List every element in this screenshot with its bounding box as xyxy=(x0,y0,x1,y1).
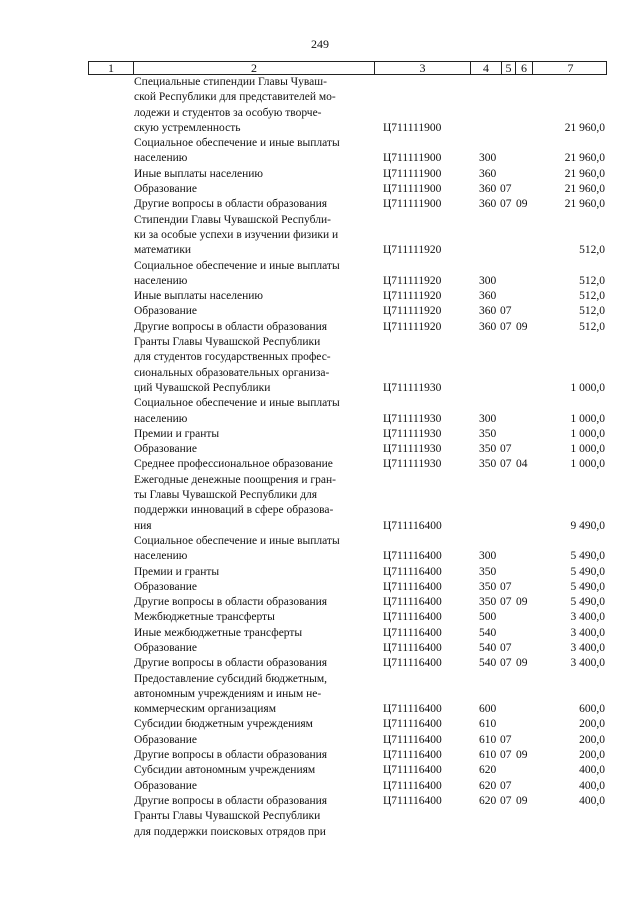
row-code: Ц711111930 xyxy=(383,443,442,456)
table-row xyxy=(88,197,607,212)
row-name xyxy=(132,427,373,442)
row-section: 07 xyxy=(500,779,512,792)
row-amount: 5 490,0 xyxy=(570,550,605,563)
row-code: Ц711116400 xyxy=(383,764,442,777)
row-subsection: 09 xyxy=(516,794,528,807)
row-code: Ц711111920 xyxy=(383,290,442,303)
row-name xyxy=(132,473,373,534)
row-code: Ц711111900 xyxy=(383,152,442,165)
row-amount: 9 490,0 xyxy=(570,519,605,532)
table-row xyxy=(88,167,607,182)
row-name xyxy=(132,136,373,167)
row-amount: 400,0 xyxy=(579,764,605,777)
row-subsection: 09 xyxy=(516,320,528,333)
row-name-line: Премии и гранты xyxy=(134,427,220,440)
row-name-line: Социальное обеспечение и иные выплаты xyxy=(134,397,340,410)
table-row xyxy=(88,641,607,656)
row-section: 07 xyxy=(500,458,512,471)
row-code: Ц711116400 xyxy=(383,580,442,593)
row-name xyxy=(132,733,373,748)
row-code: Ц711116400 xyxy=(383,794,442,807)
row-name-line: Образование xyxy=(134,733,198,746)
row-amount: 21 960,0 xyxy=(564,183,605,196)
row-code: Ц711111920 xyxy=(383,305,442,318)
table-row xyxy=(88,304,607,319)
row-name-line: Образование xyxy=(134,305,198,318)
row-amount: 512,0 xyxy=(579,274,605,287)
row-amount: 400,0 xyxy=(579,779,605,792)
row-name-line: сиональных образовательных организа- xyxy=(134,366,330,379)
row-name xyxy=(132,763,373,778)
row-name xyxy=(132,534,373,565)
table-body xyxy=(88,75,607,840)
header-col-5: 5 xyxy=(501,62,515,75)
row-code: Ц711116400 xyxy=(383,749,442,762)
table-row xyxy=(88,610,607,625)
row-name-line: Среднее профессиональное образование xyxy=(134,458,333,471)
row-name xyxy=(132,335,373,396)
row-name xyxy=(132,595,373,610)
row-name-line: населению xyxy=(134,550,188,563)
row-name xyxy=(132,197,373,212)
row-name xyxy=(132,396,373,427)
row-name-line: коммерческим организациям xyxy=(134,703,276,716)
row-name-line: Субсидии бюджетным учреждениям xyxy=(134,718,313,731)
row-amount: 400,0 xyxy=(579,794,605,807)
row-section: 07 xyxy=(500,641,512,654)
row-subsection: 09 xyxy=(516,198,528,211)
row-amount: 200,0 xyxy=(579,718,605,731)
row-name-line: Другие вопросы в области образования xyxy=(134,596,328,609)
row-code: Ц711116400 xyxy=(383,596,442,609)
row-expense-type: 350 xyxy=(479,443,497,456)
row-expense-type: 620 xyxy=(479,764,497,777)
table-row xyxy=(88,427,607,442)
row-name xyxy=(132,167,373,182)
header-col-4: 4 xyxy=(470,62,501,75)
row-name-line: населению xyxy=(134,412,188,425)
row-code: Ц711111900 xyxy=(383,167,442,180)
row-name-line: лодежи и студентов за особую творче- xyxy=(134,106,322,119)
row-amount: 3 400,0 xyxy=(570,626,605,639)
row-name xyxy=(132,779,373,794)
row-subsection: 09 xyxy=(516,749,528,762)
table-row xyxy=(88,672,607,718)
row-amount: 1 000,0 xyxy=(570,443,605,456)
row-code: Ц711111920 xyxy=(383,320,442,333)
row-name xyxy=(132,457,373,472)
row-name xyxy=(132,75,373,136)
table-row xyxy=(88,748,607,763)
table-row xyxy=(88,335,607,396)
row-code: Ц711111930 xyxy=(383,412,442,425)
row-expense-type: 500 xyxy=(479,611,497,624)
row-code: Ц711116400 xyxy=(383,611,442,624)
row-code: Ц711116400 xyxy=(383,657,442,670)
row-name xyxy=(132,610,373,625)
table-row xyxy=(88,717,607,732)
row-name-line: Специальные стипендии Главы Чуваш- xyxy=(134,76,327,88)
row-code: Ц711111900 xyxy=(383,198,442,211)
row-name xyxy=(132,672,373,718)
page-number: 249 xyxy=(311,37,329,51)
row-expense-type: 540 xyxy=(479,626,497,639)
row-name-line: Предоставление субсидий бюджетным, xyxy=(134,672,328,685)
row-name-line: Стипендии Главы Чувашской Республи- xyxy=(134,213,331,226)
table-row xyxy=(88,580,607,595)
row-name xyxy=(132,259,373,290)
row-expense-type: 300 xyxy=(479,412,497,425)
row-amount: 3 400,0 xyxy=(570,611,605,624)
table-row xyxy=(88,794,607,809)
row-name-line: Другие вопросы в области образования xyxy=(134,749,328,762)
row-name xyxy=(132,794,373,809)
row-amount: 512,0 xyxy=(579,290,605,303)
row-expense-type: 350 xyxy=(479,580,497,593)
row-name xyxy=(132,580,373,595)
row-amount: 600,0 xyxy=(579,703,605,716)
row-code: Ц711116400 xyxy=(383,626,442,639)
row-name-line: Другие вопросы в области образования xyxy=(134,794,328,807)
table-row xyxy=(88,809,607,840)
row-name-line: Образование xyxy=(134,641,198,654)
row-amount: 21 960,0 xyxy=(564,121,605,134)
row-expense-type: 350 xyxy=(479,596,497,609)
row-name xyxy=(132,641,373,656)
row-name-line: Иные выплаты населению xyxy=(134,167,263,180)
table-row xyxy=(88,396,607,427)
row-name xyxy=(132,748,373,763)
row-name xyxy=(132,320,373,335)
header-col-2: 2 xyxy=(133,62,374,75)
row-section: 07 xyxy=(500,596,512,609)
row-name-line: Гранты Главы Чувашской Республики xyxy=(134,336,321,349)
row-amount: 1 000,0 xyxy=(570,427,605,440)
table-row xyxy=(88,259,607,290)
row-expense-type: 540 xyxy=(479,657,497,670)
row-section: 07 xyxy=(500,305,512,318)
row-expense-type: 610 xyxy=(479,718,497,731)
table-row xyxy=(88,289,607,304)
row-amount: 512,0 xyxy=(579,320,605,333)
row-name-line: Образование xyxy=(134,779,198,792)
row-subsection: 09 xyxy=(516,596,528,609)
row-amount: 5 490,0 xyxy=(570,596,605,609)
table-row xyxy=(88,182,607,197)
row-name-line: Премии и гранты xyxy=(134,565,220,578)
row-expense-type: 300 xyxy=(479,152,497,165)
row-code: Ц711111930 xyxy=(383,458,442,471)
row-section: 07 xyxy=(500,580,512,593)
header-col-1: 1 xyxy=(108,61,114,75)
table-row xyxy=(88,534,607,565)
row-name xyxy=(132,289,373,304)
row-expense-type: 610 xyxy=(479,749,497,762)
row-name-line: Социальное обеспечение и иные выплаты xyxy=(134,259,340,272)
row-name-line: автономным учреждениям и иным не- xyxy=(134,687,322,700)
row-name-line: ты Главы Чувашской Республики для xyxy=(134,489,318,502)
row-section: 07 xyxy=(500,320,512,333)
row-code: Ц711116400 xyxy=(383,703,442,716)
row-name-line: ки за особые успехи в изучении физики и xyxy=(134,228,339,241)
table-row xyxy=(88,656,607,671)
row-expense-type: 300 xyxy=(479,550,497,563)
row-name xyxy=(132,717,373,732)
table-row xyxy=(88,733,607,748)
row-name-line: Образование xyxy=(134,580,198,593)
row-amount: 21 960,0 xyxy=(564,167,605,180)
row-expense-type: 620 xyxy=(479,779,497,792)
row-code: Ц711111900 xyxy=(383,183,442,196)
budget-table xyxy=(88,61,607,840)
row-code: Ц711111930 xyxy=(383,427,442,440)
row-name xyxy=(132,182,373,197)
row-section: 07 xyxy=(500,794,512,807)
row-name-line: для студентов государственных профес- xyxy=(134,351,331,364)
row-amount: 1 000,0 xyxy=(570,381,605,394)
row-expense-type: 300 xyxy=(479,274,497,287)
row-code: Ц711116400 xyxy=(383,733,442,746)
header-col-7: 7 xyxy=(532,62,608,75)
row-name-line: Субсидии автономным учреждениям xyxy=(134,764,316,777)
row-expense-type: 610 xyxy=(479,733,497,746)
row-expense-type: 620 xyxy=(479,794,497,807)
row-code: Ц711111920 xyxy=(383,244,442,257)
row-name-line: скую устремленность xyxy=(134,121,241,134)
row-subsection: 09 xyxy=(516,657,528,670)
row-subsection: 04 xyxy=(516,458,528,471)
row-name-line: ской Республики для представителей мо- xyxy=(134,91,336,104)
row-name-line: Иные выплаты населению xyxy=(134,290,263,303)
row-amount: 512,0 xyxy=(579,305,605,318)
row-section: 07 xyxy=(500,198,512,211)
row-section: 07 xyxy=(500,183,512,196)
table-row xyxy=(88,75,607,136)
row-code: Ц711116400 xyxy=(383,718,442,731)
row-section: 07 xyxy=(500,657,512,670)
row-amount: 21 960,0 xyxy=(564,198,605,211)
row-name-line: Ежегодные денежные поощрения и гран- xyxy=(134,473,336,486)
table-row xyxy=(88,763,607,778)
table-row xyxy=(88,779,607,794)
table-row xyxy=(88,320,607,335)
row-name-line: Социальное обеспечение и иные выплаты xyxy=(134,534,340,547)
row-expense-type: 350 xyxy=(479,458,497,471)
table-row xyxy=(88,565,607,580)
row-name-line: поддержки инноваций в сфере образова- xyxy=(134,504,334,517)
header-col-6: 6 xyxy=(515,62,532,75)
row-expense-type: 360 xyxy=(479,183,497,196)
row-section: 07 xyxy=(500,733,512,746)
row-name xyxy=(132,809,373,840)
row-name-line: Социальное обеспечение и иные выплаты xyxy=(134,137,340,150)
row-section: 07 xyxy=(500,443,512,456)
row-name xyxy=(132,442,373,457)
row-amount: 512,0 xyxy=(579,244,605,257)
row-name-line: Другие вопросы в области образования xyxy=(134,657,328,670)
row-expense-type: 350 xyxy=(479,565,497,578)
row-code: Ц711116400 xyxy=(383,519,442,532)
table-row xyxy=(88,457,607,472)
table-header xyxy=(88,61,607,75)
row-expense-type: 540 xyxy=(479,641,497,654)
row-code: Ц711111930 xyxy=(383,381,442,394)
row-code: Ц711116400 xyxy=(383,550,442,563)
row-amount: 3 400,0 xyxy=(570,657,605,670)
row-name xyxy=(132,213,373,259)
row-code: Ц711111900 xyxy=(383,121,442,134)
row-code: Ц711116400 xyxy=(383,779,442,792)
row-amount: 21 960,0 xyxy=(564,152,605,165)
row-expense-type: 360 xyxy=(479,320,497,333)
row-name xyxy=(132,565,373,580)
row-amount: 200,0 xyxy=(579,733,605,746)
row-expense-type: 600 xyxy=(479,703,497,716)
row-amount: 5 490,0 xyxy=(570,580,605,593)
row-name-line: Иные межбюджетные трансферты xyxy=(134,626,303,639)
row-name-line: Другие вопросы в области образования xyxy=(134,198,328,211)
row-expense-type: 350 xyxy=(479,427,497,440)
row-code: Ц711111920 xyxy=(383,274,442,287)
row-amount: 1 000,0 xyxy=(570,412,605,425)
table-row xyxy=(88,136,607,167)
row-name-line: Межбюджетные трансферты xyxy=(134,611,275,624)
row-amount: 3 400,0 xyxy=(570,641,605,654)
row-name-line: математики xyxy=(134,244,192,257)
row-name-line: населению xyxy=(134,152,188,165)
row-amount: 200,0 xyxy=(579,749,605,762)
table-row xyxy=(88,213,607,259)
row-name-line: Гранты Главы Чувашской Республики xyxy=(134,810,321,823)
row-section: 07 xyxy=(500,749,512,762)
table-row xyxy=(88,473,607,534)
row-amount: 1 000,0 xyxy=(570,458,605,471)
row-name-line: для поддержки поисковых отрядов при xyxy=(134,825,326,838)
header-col-3: 3 xyxy=(374,62,470,75)
row-expense-type: 360 xyxy=(479,167,497,180)
row-amount: 5 490,0 xyxy=(570,565,605,578)
row-name-line: Образование xyxy=(134,443,198,456)
row-expense-type: 360 xyxy=(479,290,497,303)
row-expense-type: 360 xyxy=(479,198,497,211)
row-name-line: ций Чувашской Республики xyxy=(134,381,271,394)
row-code: Ц711116400 xyxy=(383,565,442,578)
table-row xyxy=(88,626,607,641)
row-name xyxy=(132,304,373,319)
row-expense-type: 360 xyxy=(479,305,497,318)
row-code: Ц711116400 xyxy=(383,641,442,654)
table-row xyxy=(88,595,607,610)
table-row xyxy=(88,442,607,457)
row-name-line: населению xyxy=(134,274,188,287)
row-name-line: Образование xyxy=(134,183,198,196)
row-name-line: ния xyxy=(134,519,152,532)
row-name xyxy=(132,656,373,671)
row-name xyxy=(132,626,373,641)
row-name-line: Другие вопросы в области образования xyxy=(134,320,328,333)
